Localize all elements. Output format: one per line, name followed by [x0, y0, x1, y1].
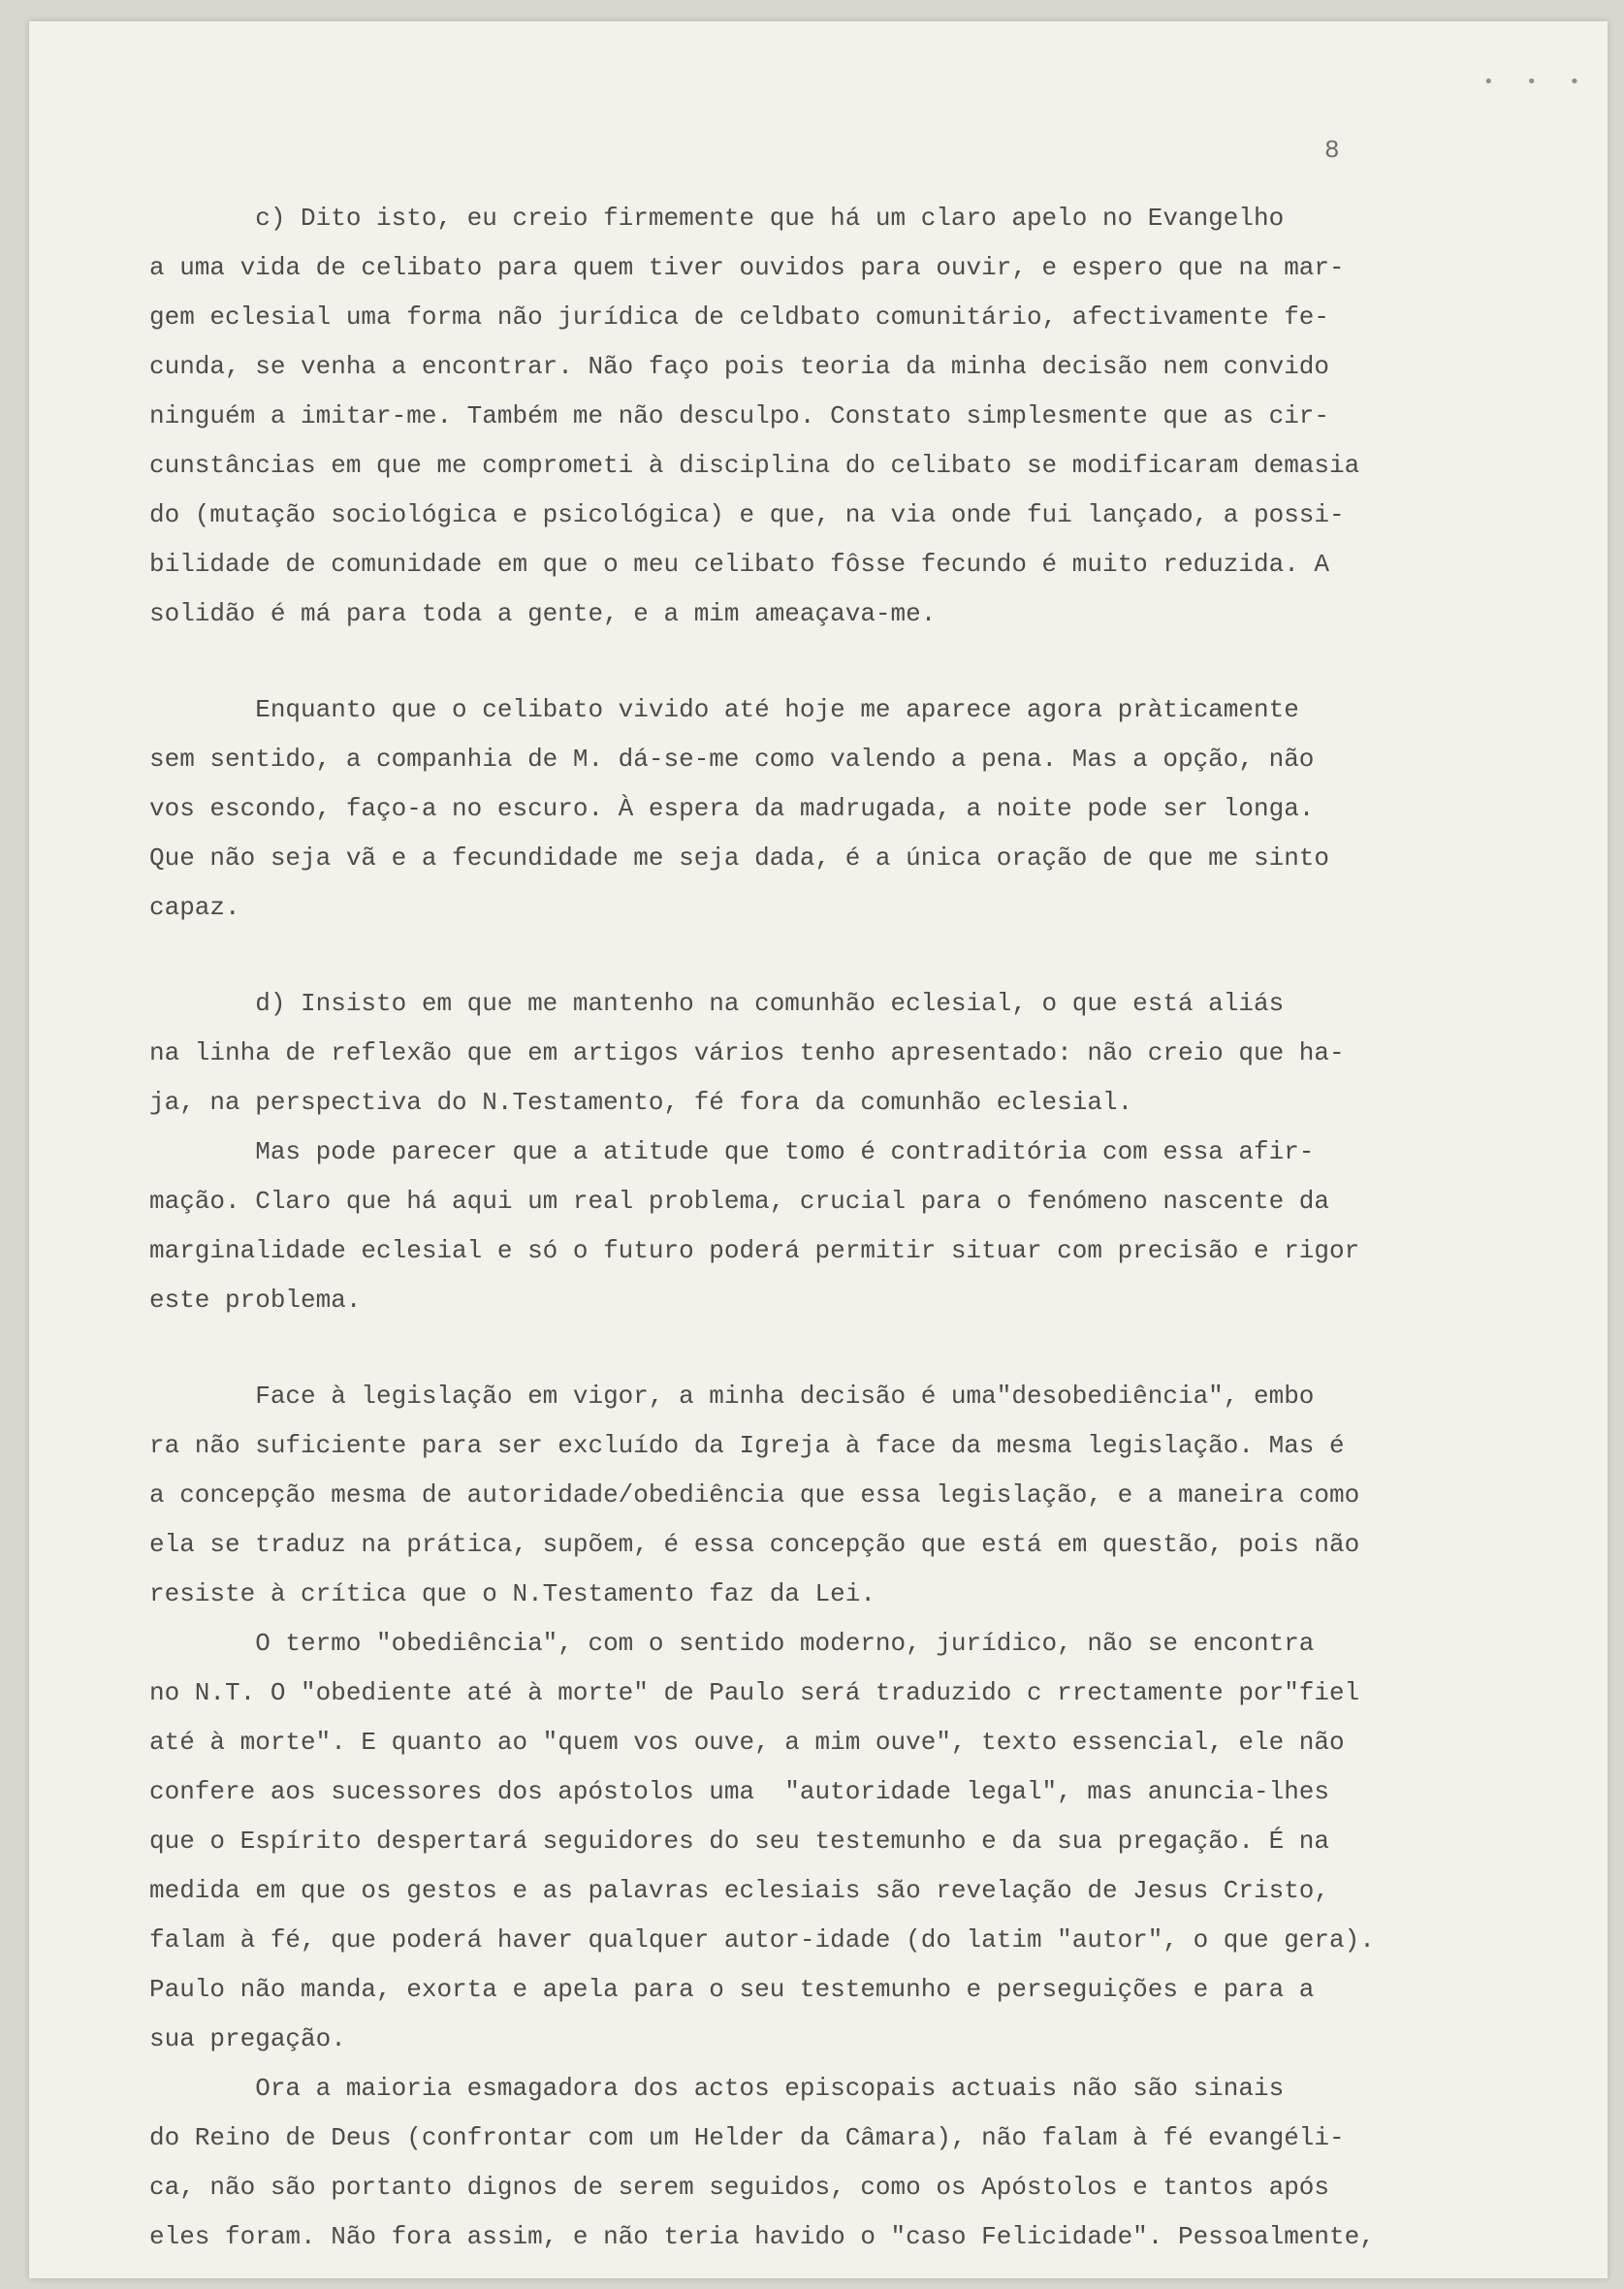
text-line: a concepção mesma de autoridade/obediência que essa legislação, e a maneira como: [149, 1480, 1360, 1510]
text-line: na linha de reflexão que em artigos vários tenho apresentado: não creio que ha-: [149, 1038, 1345, 1067]
text-line: sem sentido, a companhia de M. dá-se-me como valendo a pena. Mas a opção, não: [149, 745, 1315, 774]
text-line: Paulo não manda, exorta e apela para o seu testemunho e perseguições e para a: [149, 1975, 1315, 2004]
text-line: c) Dito isto, eu creio firmemente que há um claro apelo no Evangelho: [149, 204, 1285, 233]
text-line: vos escondo, faço-a no escuro. À espera da madrugada, a noite pode ser longa.: [149, 794, 1315, 823]
text-line: até à morte". E quanto ao "quem vos ouve, a mim ouve", texto essencial, ele não: [149, 1728, 1345, 1757]
text-line: solidão é má para toda a gente, e a mim ameaçava-me.: [149, 599, 937, 628]
body-text: [149, 194, 1468, 2262]
text-line: capaz.: [149, 893, 240, 922]
text-line: Mas pode parecer que a atitude que tomo é contraditória com essa afir-: [149, 1137, 1315, 1166]
paragraph-gap: [149, 1325, 1468, 1372]
text-line: falam à fé, que poderá haver qualquer autor-idade (do latim "autor", o que gera).: [149, 1925, 1375, 1955]
page-number: 8: [1324, 136, 1340, 165]
text-line: ninguém a imitar-me. Também me não desculpo. Constato simplesmente que as cir-: [149, 401, 1329, 430]
text-line: cunstâncias em que me comprometi à disciplina do celibato se modificaram demasia: [149, 451, 1360, 480]
text-line: medida em que os gestos e as palavras eclesiais são revelação de Jesus Cristo,: [149, 1876, 1329, 1905]
text-line: Que não seja vã e a fecundidade me seja dada, é a única oração de que me sinto: [149, 843, 1329, 873]
text-line: cunda, se venha a encontrar. Não faço pois teoria da minha decisão nem convido: [149, 352, 1329, 381]
text-line: Enquanto que o celibato vivido até hoje me aparece agora pràticamente: [149, 695, 1299, 724]
text-line: eles foram. Não fora assim, e não teria havido o "caso Felicidade". Pessoalmente,: [149, 2222, 1375, 2251]
text-line: confere aos sucessores dos apóstolos uma "autoridade legal", mas anuncia-lhes: [149, 1777, 1329, 1806]
text-line: do (mutação sociológica e psicológica) e que, na via onde fui lançado, a possi-: [149, 500, 1345, 529]
text-line: ca, não são portanto dignos de serem seguidos, como os Apóstolos e tantos após: [149, 2173, 1329, 2202]
corner-mark: • • •: [1483, 72, 1594, 92]
text-line: marginalidade eclesial e só o futuro poderá permitir situar com precisão e rigor: [149, 1236, 1360, 1265]
text-line: Face à legislação em vigor, a minha decisão é uma"desobediência", embo: [149, 1382, 1315, 1411]
text-line: d) Insisto em que me mantenho na comunhão eclesial, o que está aliás: [149, 989, 1285, 1018]
typewritten-page: [29, 21, 1608, 2278]
text-line: mação. Claro que há aqui um real problema, crucial para o fenómeno nascente da: [149, 1187, 1329, 1216]
text-line: no N.T. O "obediente até à morte" de Paulo será traduzido c rrectamente por"fiel: [149, 1678, 1360, 1707]
text-line: do Reino de Deus (confrontar com um Helder da Câmara), não falam à fé evangéli-: [149, 2123, 1345, 2152]
text-line: sua pregação.: [149, 2024, 346, 2053]
paragraph-gap: [149, 639, 1468, 685]
text-line: ra não suficiente para ser excluído da Igreja à face da mesma legislação. Mas é: [149, 1431, 1345, 1460]
paragraph-gap: [149, 933, 1468, 979]
text-line: O termo "obediência", com o sentido moderno, jurídico, não se encontra: [149, 1629, 1315, 1658]
text-line: ja, na perspectiva do N.Testamento, fé fora da comunhão eclesial.: [149, 1088, 1133, 1117]
text-line: a uma vida de celibato para quem tiver ouvidos para ouvir, e espero que na mar-: [149, 253, 1345, 282]
text-line: resiste à crítica que o N.Testamento faz da Lei.: [149, 1579, 876, 1608]
text-line: bilidade de comunidade em que o meu celibato fôsse fecundo é muito reduzida. A: [149, 550, 1329, 579]
text-line: Ora a maioria esmagadora dos actos episcopais actuais não são sinais: [149, 2074, 1285, 2103]
text-line: que o Espírito despertará seguidores do seu testemunho e da sua pregação. É na: [149, 1827, 1329, 1856]
text-line: gem eclesial uma forma não jurídica de celdbato comunitário, afectivamente fe-: [149, 302, 1329, 332]
text-line: este problema.: [149, 1286, 362, 1315]
text-line: ela se traduz na prática, supõem, é essa concepção que está em questão, pois não: [149, 1530, 1360, 1559]
